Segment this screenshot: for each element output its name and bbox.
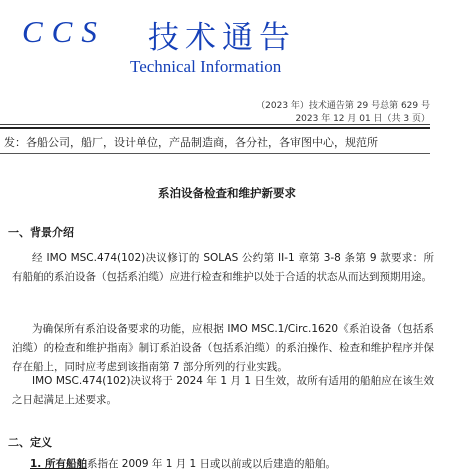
header-rule-thin — [0, 124, 430, 125]
paragraph: 为确保所有系泊设备要求的功能，应根据 IMO MSC.1/Circ.1620《系泊设备（包括系泊缆）的检查和维护指南》制订系泊设备（包括系泊缆）的系泊操作、检查和维护程序并保存在船上，同时应考虑到该指南第 7 部分所列的行业实践。 — [12, 323, 434, 373]
header-rule-thick — [0, 127, 430, 129]
ccs-logo: CCS — [22, 14, 106, 49]
section-heading-background: 一、背景介绍 — [8, 226, 74, 239]
document-title: 系泊设备检查和维护新要求 — [158, 186, 296, 200]
definition-item — [30, 456, 336, 471]
section-heading-definitions: 二、定义 — [8, 436, 52, 449]
distribution-line: 发：各船公司，船厂，设计单位，产品制造商，各分社，各审图中心，规范所 — [4, 136, 378, 149]
definition-term: 1. 所有船舶 — [30, 458, 87, 470]
definition-text: 系指在 2009 年 1 月 1 日或以前或以后建造的船舶。 — [86, 458, 337, 470]
paragraph: 经 IMO MSC.474(102)决议修订的 SOLAS 公约第 II-1 章第 3-8 条第 9 款要求：所有船舶的系泊设备（包括系泊缆）应进行检查和维护以处于合适的状态从而达到预期用途。 — [12, 252, 434, 283]
header-subtitle: Technical Information — [130, 57, 282, 76]
distribution-rule — [0, 153, 430, 154]
notice-date: 2023 年 12 月 01 日（共 3 页） — [295, 114, 430, 124]
notice-number: （2023 年）技术通告第 29 号总第 629 号 — [256, 101, 430, 111]
paragraph: IMO MSC.474(102)决议将于 2024 年 1 月 1 日生效，故所有适用的船舶应在该生效之日起满足上述要求。 — [12, 375, 434, 406]
header-title: 技术通告 — [148, 20, 296, 56]
